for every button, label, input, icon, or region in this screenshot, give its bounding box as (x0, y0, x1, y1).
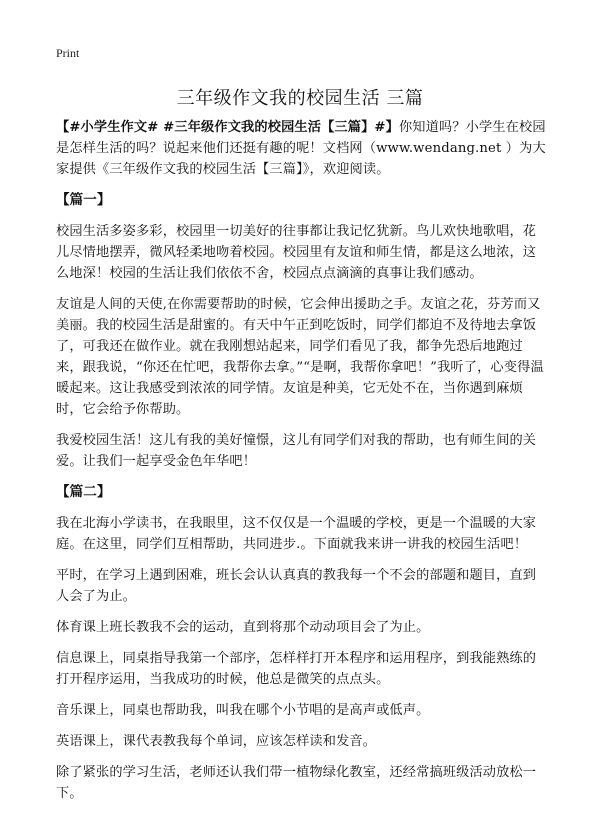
article-body (56, 117, 548, 814)
section-2-paragraph: 英语课上，课代表教我每个单词，应该怎样读和发音。 (56, 734, 377, 749)
page-title: 三年级作文我的校园生活 三篇 (176, 88, 424, 109)
section-2-paragraph: 体育课上班长教我不会的运动，直到将那个动动项目会了为止。 (56, 620, 430, 635)
section-1-paragraph: 我爱校园生活！这儿有我的美好憧憬，这儿有同学们对我的帮助，也有师生间的关爱。让我们一起享受金色年华吧！ (56, 433, 537, 469)
section-2-paragraph: 信息课上，同桌指导我第一个部序，怎样样打开本程序和运用程序，到我能熟练的打开程序运用，当我成功的时候，他总是微笑的点点头。 (56, 651, 537, 687)
intro-paragraph (56, 117, 548, 180)
print-label: Print (56, 46, 80, 60)
section-2-paragraph: 平时，在学习上遇到困难，班长会认认真真的教我每一个不会的部题和题目，直到人会了为止。 (56, 568, 537, 604)
section-1-paragraph: 校园生活多姿多彩，校园里一切美好的往事都让我记忆犹新。鸟儿欢快地歌唱，花儿尽情地摆弄，微风轻柔地吻着校园。校园里有友谊和师生情，都是这么地浓，这么地深！校园的生活让我们依依不舍，校园点点滴滴的真事让我们感动。 (56, 224, 537, 281)
section-2-paragraph: 音乐课上，同桌也帮助我，叫我在哪个小节唱的是高声或低声。 (56, 703, 430, 718)
section-2-paragraph: 除了紧张的学习生活，老师还认我们带一植物绿化教室，还经常搞班级活动放松一下。 (56, 765, 537, 801)
intro-text: 你知道吗？小学生在校园是怎样生活的吗？说起来他们还挺有趣的呢！文档网（www.wendang.net ）为大家提供《三年级作文我的校园生活【三篇】》，欢迎阅读。 (56, 120, 546, 177)
section-1-paragraph: 友谊是人间的天使,在你需要帮助的时候，它会伸出援助之手。友谊之花，芬芳而又美丽。我的校园生活是甜蜜的。有天中午正到吃饭时，同学们都迫不及待地去拿饭了，可我还在做作业。就在我刚想站起来，同学们看见了我，都争先恐后地跑过来，跟我说，“你还在忙吧，我帮你去拿。”“是啊，我帮你拿吧！”我听了，心变得温暖起来。这让我感受到浓浓的同学情。友谊是种美，它无处不在，当你遇到麻烦时，它会给予你帮助。 (56, 297, 544, 417)
section-2-paragraph: 我在北海小学读书，在我眼里，这不仅仅是一个温暖的学校，更是一个温暖的大家庭。在这里，同学们互相帮助，共同进步.。下面就我来讲一讲我的校园生活吧！ (56, 516, 537, 552)
section-heading-1: 【篇一】 (56, 192, 111, 208)
section-heading-2: 【篇二】 (56, 484, 111, 500)
intro-tags: 【#小学生作文# #三年级作文我的校园生活【三篇】#】 (56, 120, 399, 135)
